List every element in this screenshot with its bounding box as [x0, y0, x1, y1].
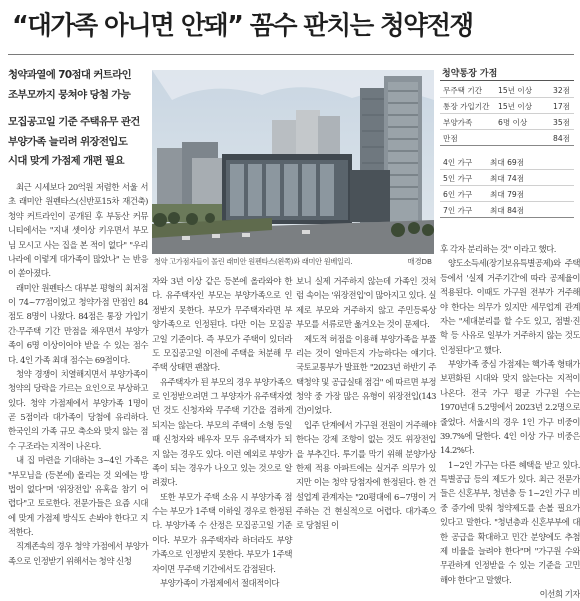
lead-line: 부양가족 늘리려 위장전입도: [8, 135, 128, 148]
lead-line: 시대 맞게 가점제 개편 필요: [8, 155, 124, 167]
paragraph: 제도적 허점을 이용해 부양가족을 부풀리는 것이 얼마든지 가능하다는 얘기다. 국토교통부가 발표한 "2023년 하반기 주택청약 및 공급실태 점검" 에 따르면 부정청약 중 가장 많은 유형이 위장전입(143건)이었다.: [296, 333, 436, 416]
household-label: 4인 가구: [443, 158, 473, 167]
criteria-label: 무주택 기간: [443, 86, 483, 95]
paragraph: 유주택자가 된 부모의 경우 부양가족으로 인정받으려면 그 부양자가 유주택자였던 것도 신청자와 무주택 기간을 겸하게 되지는 않는다. 부모의 주택이 소형 등일 때 신청자와 배우자 모두 유주택자가 되지 않는 경우도 있다. 이런 예외로 부양가족이 되는 경우가 나오고 있는 것으로 알려졌다.: [152, 376, 292, 488]
byline: 이선희 기자: [539, 589, 580, 599]
paragraph: 또한 부모가 주택 소유 시 부양가족 점수는 부모가 1주택 이하일 경우로 한정된다. 부양가족 수 산정은 모집공고일 기준이다. 부모가 유주택자라 하더라도 부양가족으로 인정받지 못한다. 부모가 1주택자이면 무주택 기간에서도 감점된다.: [152, 491, 292, 574]
paragraph: 최근 시세보다 20억원 저렴한 서울 서초 래미안 원펜타스(신반포15차 재건축) 청약 커트라인이 공개된 후 부동산 커뮤니티에서는 "지내 셋이상 키우면서 부모님 모시고 사는 집을 본 적이 없다" "우리나라에 이렇게 대가족이 많았나" 는 반응이 쏟아졌다.: [8, 182, 148, 279]
household-value: 최대 79점: [490, 190, 525, 199]
criteria-condition: 15년 이상: [498, 102, 533, 111]
headline: “대가족 아니면 안돼” 꼼수 판치는 청약전쟁: [12, 11, 473, 41]
criteria-points: 84점: [553, 134, 570, 143]
article-column-1: [8, 180, 148, 568]
household-label: 5인 가구: [443, 174, 473, 183]
paragraph: 직계존속의 경우 청약 가점에서 부양가족으로 인정받기 위해서는 청약 신청: [8, 541, 148, 566]
household-value: 최대 84점: [490, 206, 525, 215]
article-column-4: [440, 242, 580, 601]
paragraph: 양도소득세(장기보유특별공제)와 주택 등에서 '실제 거주기간'에 따라 공제율이 적용된다. 이때도 가구원 전부가 거주해야 한다는 의무가 있지만 세무업계 관계자는 "세대분리를 할 수도 있고, 점별·진학 등 사유로 일부가 거주하지 않는 것도 인정된다"고 했다.: [440, 258, 580, 355]
household-label: 7인 가구: [443, 206, 473, 215]
household-label: 6인 가구: [443, 190, 473, 199]
table-row: [440, 98, 574, 114]
table-rule: [440, 80, 574, 81]
headline-rule: [8, 54, 574, 55]
criteria-points: 17점: [553, 102, 570, 111]
apartment-photo: [152, 70, 434, 254]
table-row: [440, 130, 574, 146]
criteria-condition: 6명 이상: [498, 118, 528, 127]
paragraph: 내 집 마련을 기대하는 3~4인 가족은 "부모님을 (등본에) 올리는 것 외에는 방법이 없다"며 '위장전입' 유혹을 참기 어렵다"고 토로한다. 전문가들은 요즘 시대에 맞게 가점제 방식도 손봐야 한다고 지적한다.: [8, 455, 148, 537]
table-row: [440, 170, 574, 186]
paragraph: 자와 3년 이상 같은 등본에 올라와야 한다. 유주택자인 부모는 부양가족으로 인정받지 못한다. 부모가 무주택자라면 부양가족으로 인정된다. 다만 이는 모집공고일 기준이다. 즉 부모가 주택이 있더라도 모집공고일 이전에 주택을 처분해 무주택 상태면 괜찮다.: [152, 276, 292, 373]
paragraph: 1~2인 가구는 다른 혜택을 받고 있다. 특별공급 등의 제도가 있다. 최근 전문가들은 신혼부부, 청년층 등 1~2인 가구 비중 증가에 맞춰 청약제도를 손볼 필요가 있다고 말한다. "청년층과 신혼부부에 대한 공급을 확대하고 민간 분양에도 추첨제 비율을 늘려야 한다"며 "가구원 수와 무관하게 인정받을 수 있는 기준을 고민해야 한다"고 말했다.: [440, 459, 580, 585]
paragraph: 부양가족이 가점제에서 절대적이다: [160, 577, 280, 588]
caption-text: 청약 고가점자들이 몰린 래미안 원펜타스(왼쪽)와 래미안 원베일리.: [154, 257, 353, 266]
lead-summary: [8, 66, 148, 172]
criteria-label: 부양가족: [443, 118, 473, 127]
household-value: 최대 69점: [490, 158, 525, 167]
paragraph: 입주 단계에서 가구원 전원이 거주해야 한다는 강제 조항이 없는 것도 위장전입을 부추긴다. 투기를 막기 위해 분양가상한제 적용 아파트에는 실거주 의무가 있지만 이는 청약 당첨자에 한정된다. 한 건설업계 관계자는 "20평대에 6~7명이 거주하는 건 현실적으로 어렵다. 대가족으로 당첨된 이: [296, 419, 436, 531]
paragraph: 래미안 원펜타스 대부분 평형의 최저점이 74~77점이었고 청약가점 만점인 84점도 8명이 나왔다. 84점은 통장 가입기간·무주택 기간 만점을 채우면서 부양가족이 6명 이상이어야 받을 수 있는 점수다. 4인 가족 최대 점수는 69점이다.: [8, 282, 148, 365]
paragraph: 부양가족 중심 가점제는 핵가족 형태가 보편화된 시대와 맞지 않는다는 지적이 나온다. 전국 가구 평균 가구원 수는 1970년대 5.2명에서 2023년 2.2명으로 줄었다. 서울시의 경우 1인 가구 비중이 39.7%에 달한다. 4인 이상 가구 비중은 14.2%다.: [440, 359, 580, 456]
lead-line: 청약과열에 70점대 커트라인: [8, 69, 132, 81]
article-column-3: [296, 274, 436, 533]
paragraph: 후 각자 분리하는 것" 이라고 했다.: [440, 244, 556, 254]
table-row: [440, 186, 574, 202]
table-row: [440, 154, 574, 170]
criteria-label: 통장 가입기간: [443, 102, 490, 111]
table-row: [440, 82, 574, 98]
criteria-points: 32점: [553, 86, 570, 95]
criteria-label: 만점: [443, 134, 458, 143]
photo-credit: 매경DB: [407, 257, 432, 266]
household-value: 최대 74점: [490, 174, 525, 183]
lead-line: 조부모까지 뭉쳐야 당첨 가능: [8, 88, 131, 101]
lead-line: 모집공고일 기준 주택유무 관건: [8, 116, 140, 128]
criteria-points: 35점: [553, 118, 570, 127]
article-column-2: [152, 274, 292, 590]
criteria-condition: 15년 이상: [498, 86, 533, 95]
table-title: 청약통장 가점: [442, 69, 498, 79]
table-row: [440, 114, 574, 130]
paragraph: 보니 실제 거주하지 않는데 가족인 것처럼 속이는 '위장전입'이 많아지고 있다. 실제로 부모와 거주하지 않고 주민등록상 부모를 서류로만 옮겨오는 것이 문제다.: [296, 276, 436, 330]
photo-caption: [152, 256, 434, 268]
paragraph: 청약 경쟁이 치열해지면서 부양가족이 청약의 당락을 가르는 요인으로 부상하고 있다. 청약 가점제에서 부양가족 1명이 곧 5점이라 대가족이 당첨에 유리하다. 한국인의 가족 규모 축소와 맞지 않는 점수 구조라는 지적이 나온다.: [8, 368, 148, 451]
table-row: [440, 202, 574, 218]
score-table: [440, 66, 574, 234]
